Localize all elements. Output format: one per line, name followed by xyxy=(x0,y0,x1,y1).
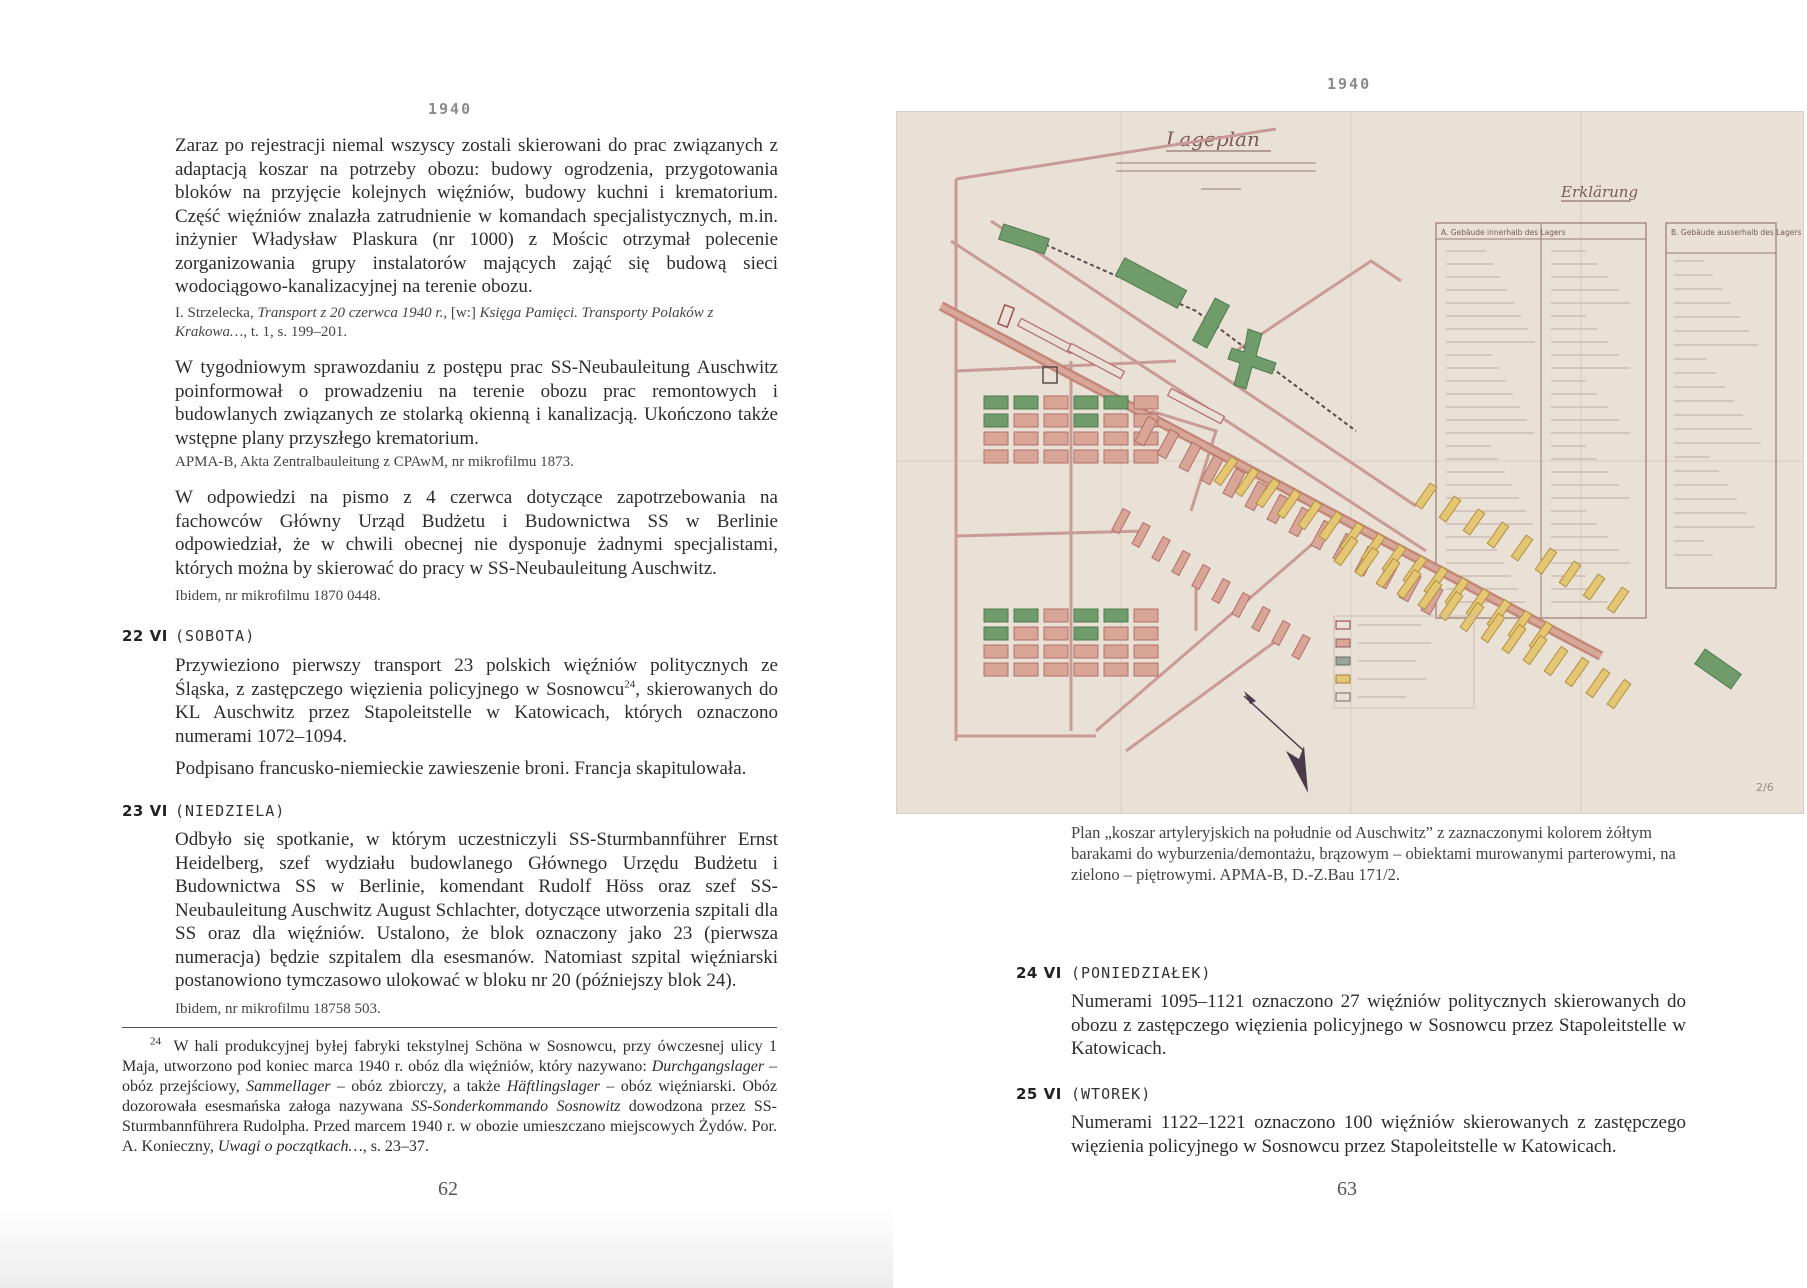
running-head-right: 1940 xyxy=(1327,75,1372,93)
entry-1-paragraph: Zaraz po rejestracji niemal wszyscy zostali skierowani do prac związanych z adaptacją koszar na potrzeby obozu: budowy ogrodzenia, przygotowania bloków na przyjęcie kolejnych więźniów, budowy kuchni i krematorium. Część więźniów znalazła zatrudnienie w komandach specjalistycznych, m.in. inżynier Władysław Plaskura (nr 1000) z Mościc otrzymał polecenie zorganizowania grupy instalatorów mających zająć się budową sieci wodociągowo-kanalizacyjnej na terenie obozu. xyxy=(175,135,778,297)
day-22-paragraph-1: Przywieziono pierwszy transport 23 polskich więźniów politycznych ze Śląska, z zastępczego więzienia policyjnego w Sosnowcu$^{24}$, skierowanych do KL Auschwitz przez Stapoleitstelle w Katowicach, których oznaczono numerami 1072–1094. xyxy=(175,655,778,747)
date-23-vi: 23 VI xyxy=(122,802,168,820)
map-title: Lageplan xyxy=(1166,127,1260,151)
camp-plan-drawing xyxy=(896,111,1804,814)
day-25-paragraph: Numerami 1122–1221 oznaczono 100 więźniów skierowanych z zastępczego więzienia policyjnego w Sosnowcu przez Stapoleitstelle w Katowicach. xyxy=(1071,1112,1686,1157)
page-number-right: 63 xyxy=(1337,1178,1357,1200)
legend-column-b: B. Gebäude ausserhalb des Lagers xyxy=(1671,228,1802,237)
legend-title: Erklärung xyxy=(1561,183,1639,201)
camp-plan-map xyxy=(896,111,1804,814)
weekday-24-vi: (PONIEDZIAŁEK) xyxy=(1071,964,1212,982)
legend-column-a: A. Gebäude innerhalb des Lagers xyxy=(1441,228,1566,237)
day-24-paragraph: Numerami 1095–1121 oznaczono 27 więźniów politycznych skierowanych do obozu z zastępczego więzienia policyjnego w Sosnowcu przez Stapoleitstelle w Katowicach. xyxy=(1071,991,1686,1059)
day-23-paragraph: Odbyło się spotkanie, w którym uczestniczyli SS-Sturmbannführer Ernst Heidelberg, szef wydziału budowlanego Głównego Urzędu Budżetu i Budownictwa SS w Berlinie, komendant Rudolf Höss oraz szef SS-Neubauleitung Auschwitz August Schlachter, dotyczące utworzenia szpitali dla SS oraz dla więźniów. Ustalono, że blok oznaczony jako 23 (pierwsza numeracja) będzie szpitalem dla esesmanów. Natomiast szpital więźniarski postanowiono tymczasowo ulokować w bloku nr 20 (późniejszy blok 24). xyxy=(175,829,778,991)
date-24-vi: 24 VI xyxy=(1016,964,1062,982)
date-25-vi: 25 VI xyxy=(1016,1085,1062,1103)
entry-1-source: I. Strzelecka, Transport z 20 czerwca 1940 r., [w:] Księga Pamięci. Transporty Polaków z Krakowa…, t. 1, s. 199–201. xyxy=(175,305,714,340)
figure-caption: Plan „koszar artyleryjskich na południe od Auschwitz” z zaznaczonymi kolorem żółtym barakami do wyburzenia/demontażu, brązowym – obiektami murowanymi parterowymi, na zielono – piętrowymi. APMA-B, D.-Z.Bau 171/2. xyxy=(1071,823,1676,884)
page-shadow xyxy=(0,1208,893,1288)
weekday-25-vi: (WTOREK) xyxy=(1071,1085,1152,1103)
footnote-rule xyxy=(122,1027,777,1028)
weekday-22-vi: (SOBOTA) xyxy=(175,627,256,645)
date-22-vi: 22 VI xyxy=(122,627,168,645)
page-number-left: 62 xyxy=(438,1178,458,1200)
day-22-paragraph-2: Podpisano francusko-niemieckie zawieszenie broni. Francja skapitulowała. xyxy=(175,758,747,779)
entry-2-paragraph: W tygodniowym sprawozdaniu z postępu prac SS-Neubauleitung Auschwitz poinformował o prowadzeniu na terenie obozu prac remontowych i budowlanych związanych ze stolarką okienną i kanalizacją. Ukończono także wstępne plany przyszłego krematorium. xyxy=(175,357,778,449)
sheet-number: 2/6 xyxy=(1756,781,1774,794)
day-23-source: Ibidem, nr mikrofilmu 18758 503. xyxy=(175,1001,381,1017)
entry-3-source: Ibidem, nr mikrofilmu 1870 0448. xyxy=(175,588,381,604)
footnote-24: $^{24}$ W hali produkcyjnej byłej fabryki tekstylnej Schöna w Sosnowcu, przy ówczesnej ulicy 1 Maja, utworzono pod koniec marca 1940 r. obóz dla więźniów, który nazywano: Durchgangslager – obóz przejściowy, Sammellager – obóz zbiorczy, a także Häftlingslager – obóz więźniarski. Obóz dozorowała esesmańska załoga nazywana SS-Sonderkommando Sosnowitz dowodzona przez SS-Sturmbannführera Rudolpha. Przed marcem 1940 r. w obozie umieszczano miejscowych Żydów. Por. A. Konieczny, Uwagi o początkach…, s. 23–37. xyxy=(122,1035,778,1155)
weekday-23-vi: (NIEDZIELA) xyxy=(175,802,286,820)
running-head-left: 1940 xyxy=(428,100,473,118)
entry-2-source: APMA-B, Akta Zentralbauleitung z CPAwM, nr mikrofilmu 1873. xyxy=(175,454,574,470)
entry-3-paragraph: W odpowiedzi na pismo z 4 czerwca dotyczące zapotrzebowania na fachowców Główny Urząd Budżetu i Budownictwa SS w Berlinie odpowiedział, że w chwili obecnej nie dysponuje żadnymi specjalistami, których można by skierować do pracy w SS-Neubauleitung Auschwitz. xyxy=(175,487,778,579)
